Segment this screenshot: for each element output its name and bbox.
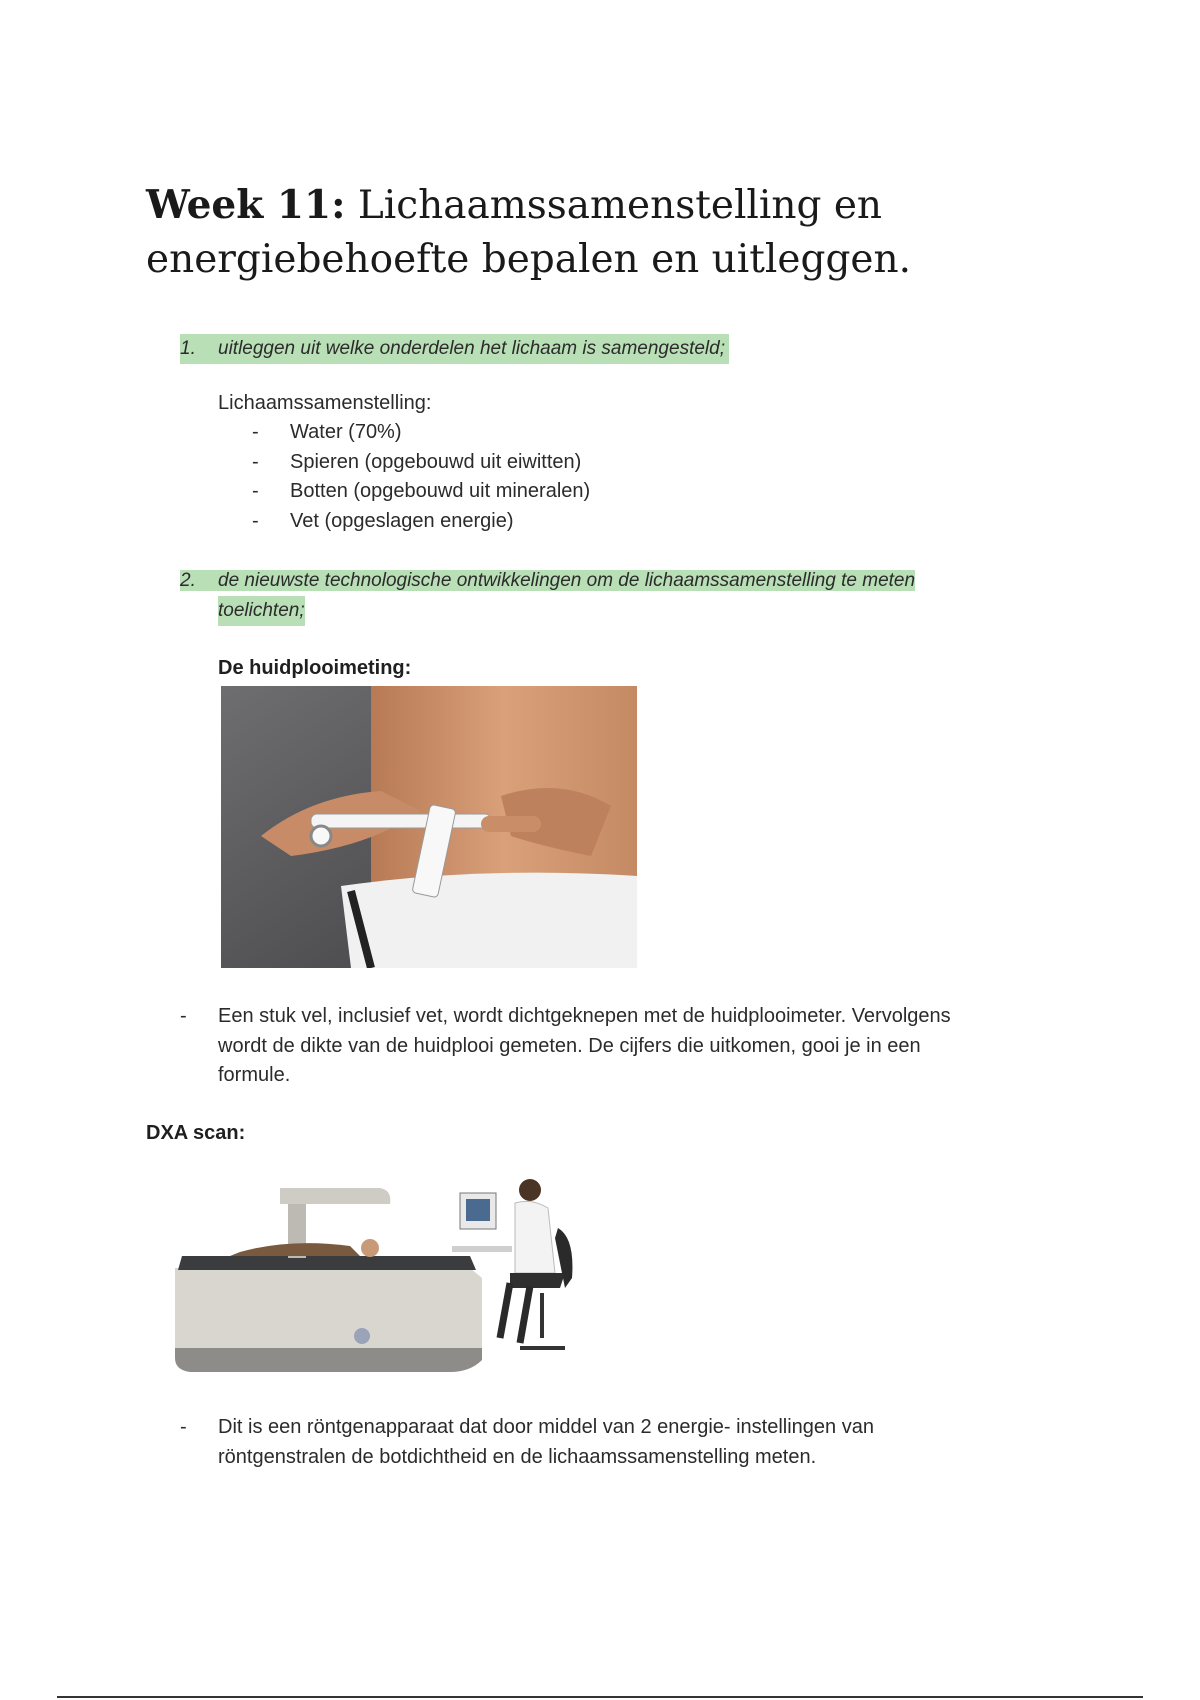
goal-text: uitleggen uit welke onderdelen het lichaam is samengesteld; (218, 338, 725, 359)
dxa-scanner-photo (170, 1178, 600, 1388)
dxa-description: - Dit is een röntgenapparaat dat door middel van 2 energie- instellingen van röntgenstralen de botdichtheid en de lichaamssamenstelling meten. (180, 1416, 874, 1468)
huidplooi-description: - Een stuk vel, inclusief vet, wordt dichtgeknepen met de huidplooimeter. Vervolgens wordt de dikte van de huidplooi gemeten. De cijfers die uitkomen, gooi je in een formule. (180, 1005, 951, 1086)
title-week: Week 11: (146, 182, 346, 228)
composition-label: Lichaamssamenstelling: (218, 392, 432, 414)
goal-number: 2. (180, 570, 196, 591)
learning-goal-1 (180, 334, 729, 364)
goal-text: de nieuwste technologische ontwikkelingen om de lichaamssamenstelling te meten (218, 570, 916, 591)
list-item: - Botten (opgebouwd uit mineralen) (252, 480, 591, 502)
huidplooi-heading: De huidplooimeting: (218, 657, 412, 679)
learning-goal-2 (180, 566, 1040, 626)
dxa-heading: DXA scan: (146, 1122, 246, 1144)
list-item: - Vet (opgeslagen energie) (252, 509, 514, 532)
page-title (146, 178, 1046, 287)
goal-text-line2: toelichten; (218, 596, 305, 626)
title-topic-line2: energiebehoefte bepalen en uitleggen. (146, 237, 912, 282)
composition-list (252, 418, 590, 536)
skinfold-caliper-photo (221, 686, 637, 968)
footer-divider (57, 1696, 1143, 1698)
list-item: - Spieren (opgebouwd uit eiwitten) (252, 450, 582, 473)
title-topic: Lichaamssamenstelling en (345, 183, 883, 228)
goal-number: 1. (180, 338, 196, 359)
list-item: - Water (70%) (252, 421, 402, 443)
